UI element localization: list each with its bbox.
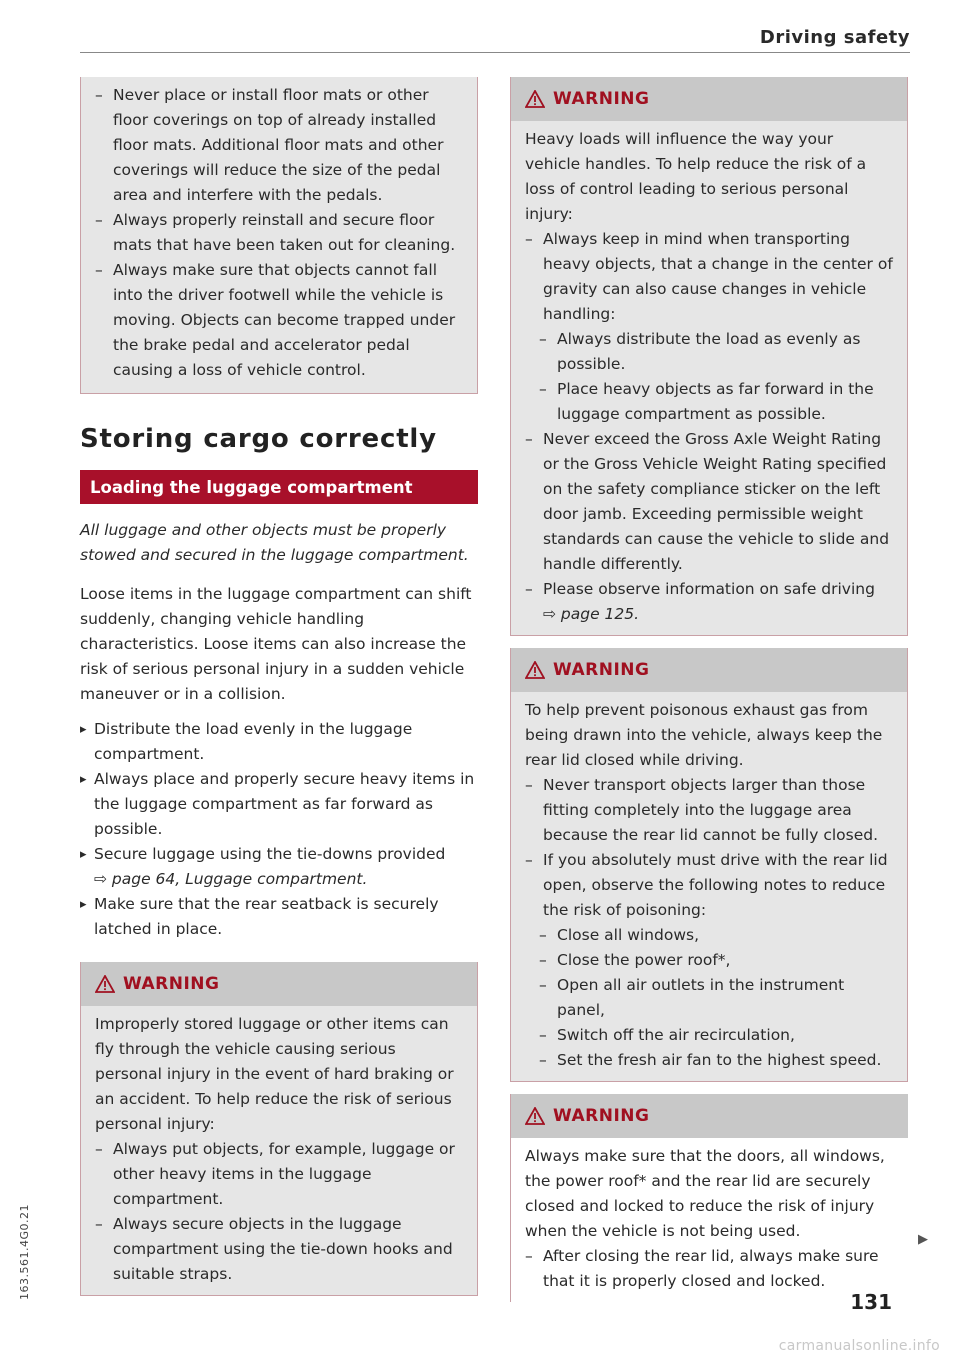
list-item [525,577,893,627]
sub-list-item: – Open all air outlets in the instrument panel, [525,973,893,1023]
step-item: ▸ Always place and properly secure heavy items in the luggage compartment as far forward as possible. [80,767,478,842]
subsection-title: Loading the luggage compartment [80,470,478,504]
warning-box [510,1094,908,1302]
warning-label: WARNING [553,89,650,109]
warning-triangle-icon [525,90,545,108]
right-column [510,77,908,1302]
intro-text: All luggage and other objects must be properly stowed and secured in the luggage compartment. [80,521,469,564]
warning-text: Improperly stored luggage or other items can fly through the vehicle causing serious personal injury in the event of hard braking or an accident. To help reduce the risk of serious personal injury: [95,1015,454,1133]
list-item: – Never place or install floor mats or other floor coverings on top of already installed floor mats. Additional floor mats and other coverings will reduce the size of the pedal area and interfere with the pedals. [95,83,463,208]
list-item: – Always secure objects in the luggage compartment using the tie-down hooks and suitable straps. [95,1212,463,1287]
warning-header [511,648,907,692]
floor-mat-warning-continuation [80,77,478,394]
watermark: carmanualsonline.info [778,1338,940,1354]
warning-header [511,77,907,121]
continue-arrow-icon: ▶ [918,1232,928,1247]
list-item: – Always make sure that objects cannot fall into the driver footwell while the vehicle is moving. Objects can become trapped under the brake pedal and accelerator pedal causing a loss of vehicle control. [95,258,463,383]
sub-list-item: – Place heavy objects as far forward in the luggage compartment as possible. [525,377,893,427]
section-title: Storing cargo correctly [80,424,437,454]
warning-triangle-icon [525,661,545,679]
step-item: ▸ Distribute the load evenly in the luggage compartment. [80,717,478,767]
warning-body [81,1006,477,1295]
warning-text: Always make sure that the doors, all windows, the power roof* and the rear lid are securely closed and locked to reduce the risk of injury when the vehicle is not being used. [525,1147,885,1240]
list-item: – If you absolutely must drive with the rear lid open, observe the following notes to reduce the risk of poisoning: [525,848,893,923]
warning-body [511,121,907,635]
page-reference-link[interactable]: ⇨ page 64, Luggage compartment. [94,870,368,888]
instruction-steps [80,717,478,942]
warning-label: WARNING [553,660,650,680]
list-item: – Never transport objects larger than those fitting completely into the luggage area because the rear lid cannot be fully closed. [525,773,893,848]
warning-box [80,962,478,1296]
header-title: Driving safety [759,27,910,48]
page-reference-link[interactable]: ⇨ page 125. [543,605,640,623]
sub-list-item: – Set the fresh air fan to the highest speed. [525,1048,893,1073]
sub-list-item: – Switch off the air recirculation, [525,1023,893,1048]
body-paragraph: Loose items in the luggage compartment can shift suddenly, changing vehicle handling characteristics. Loose items can also increase the risk of serious personal injury in a sudden vehicle maneuver or in a collision. [80,585,472,703]
warning-box [510,77,908,636]
warning-box [510,648,908,1082]
sub-list-item: – Close the power roof*, [525,948,893,973]
list-item: – Always keep in mind when transporting heavy objects, that a change in the center of gravity can also cause changes in vehicle handling: [525,227,893,327]
warning-body [511,692,907,1081]
list-item: – Always put objects, for example, luggage or other heavy items in the luggage compartment. [95,1137,463,1212]
warning-label: WARNING [553,1106,650,1126]
step-item [80,842,478,892]
step-text: Secure luggage using the tie-downs provided [94,845,446,863]
document-code: 163.561.4G0.21 [18,1204,31,1300]
list-item: – Always properly reinstall and secure floor mats that have been taken out for cleaning. [95,208,463,258]
warning-header [511,1094,908,1138]
page-number: 131 [850,1290,892,1314]
sub-list-item: – Always distribute the load as evenly as possible. [525,327,893,377]
warning-body [511,1138,908,1302]
left-column [80,77,478,1296]
warning-text: Heavy loads will influence the way your vehicle handles. To help reduce the risk of a loss of control leading to serious personal injury: [525,130,867,223]
step-item: ▸ Make sure that the rear seatback is securely latched in place. [80,892,478,942]
list-item-text: Please observe information on safe driving [543,580,875,598]
warning-triangle-icon [95,975,115,993]
sub-list-item: – Close all windows, [525,923,893,948]
list-item: – After closing the rear lid, always make sure that it is properly closed and locked. [525,1244,894,1294]
warning-label: WARNING [123,974,220,994]
warning-triangle-icon [525,1107,545,1125]
warning-text: To help prevent poisonous exhaust gas from being drawn into the vehicle, always keep the rear lid closed while driving. [525,701,883,769]
list-item: – Never exceed the Gross Axle Weight Rating or the Gross Vehicle Weight Rating specified on the safety compliance sticker on the left door jamb. Exceeding permissible weight standards can cause the vehicle to slide and handle differently. [525,427,893,577]
header-divider [80,52,910,53]
warning-header [81,962,477,1006]
